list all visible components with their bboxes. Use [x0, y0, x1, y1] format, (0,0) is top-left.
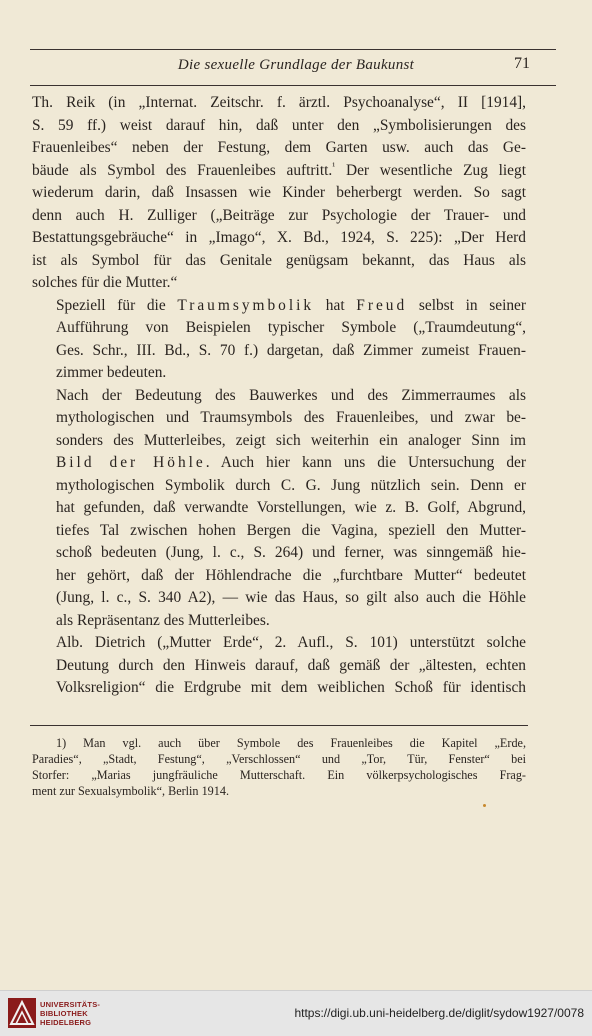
library-name-line: BIBLIOTHEK — [40, 1009, 88, 1018]
text-line: Bestattungsgebräuche“ in „Imago“, X. Bd., 1924, S. 225): „Der Herd — [32, 229, 526, 246]
text-line: Th. Reik (in „Internat. Zeitschr. f. ärztl. Psychoanalyse“, II [1914], — [32, 94, 526, 111]
text-line: wiederum darin, daß Insassen wie Kinder beherbergt werden. So sagt — [32, 184, 526, 201]
paragraph-2 — [32, 295, 526, 385]
paragraph-4 — [32, 632, 526, 700]
text-line: zimmer bedeuten. — [56, 364, 167, 381]
text-line: als Repräsentanz des Mutterleibes. — [56, 611, 270, 629]
permalink-url[interactable]: https://digi.ub.uni-heidelberg.de/diglit/sydow1927/0078 — [294, 1006, 584, 1020]
library-name-line: UNIVERSITÄTS- — [40, 1000, 101, 1009]
footnote-marker: ¹ — [332, 160, 336, 172]
paragraph-3 — [32, 385, 526, 633]
header-rule-bottom — [30, 85, 556, 86]
text-segment: bäude als Symbol des Frauenleibes auftritt. — [32, 161, 333, 179]
text-line: S. 59 ff.) weist darauf hin, daß unter den „Symbolisierungen des — [32, 116, 526, 134]
footnote-line: 1) Man vgl. auch über Symbole des Frauenleibes die Kapitel „Erde, — [56, 736, 526, 750]
text-segment: Speziell für die — [56, 296, 178, 314]
text-line: Frauenleibes“ neben der Festung, dem Garten usw. auch das Ge- — [32, 139, 526, 156]
footnote-line: Paradies“, „Stadt, Festung“, „Verschlossen“ und „Tor, Tür, Fenster“ bei — [32, 752, 526, 766]
spaced-term: Bild der Höhle — [56, 454, 206, 471]
text-line: ist als Symbol für das Genitale genügsam bekannt, das Haus als — [32, 251, 526, 269]
text-line — [32, 160, 526, 183]
text-line: Volksreligion“ die Erdgrube mit dem weiblichen Schoß für identisch — [56, 679, 526, 696]
spaced-term: Freud — [356, 296, 408, 314]
text-line — [32, 452, 526, 475]
text-line: sonders des Mutterleibes, zeigt sich weiterhin ein analoger Sinn im — [56, 431, 526, 449]
spaced-term: Traumsymbolik — [177, 296, 315, 314]
text-line: Deutung durch den Hinweis darauf, daß gemäß der „ältesten, echten — [56, 656, 526, 674]
page-number: 71 — [514, 55, 530, 72]
text-line: Ges. Schr., III. Bd., S. 70 f.) dargetan, daß Zimmer zumeist Frauen- — [56, 341, 526, 359]
footnote — [32, 735, 526, 799]
paragraph-1 — [32, 92, 526, 295]
header-rule-top — [30, 49, 556, 50]
running-title: Die sexuelle Grundlage der Baukunst — [177, 57, 415, 73]
footnote-line: Storfer: „Marias jungfräuliche Mutterschaft. Ein völkerpsychologisches Frag- — [32, 768, 526, 782]
library-name-line: HEIDELBERG — [40, 1018, 92, 1027]
text-segment: Der wesentliche Zug liegt — [335, 161, 526, 179]
text-line: Nach der Bedeutung des Bauwerkes und des Zimmerraumes als — [56, 386, 526, 404]
text-line: Aufführung von Beispielen typischer Symbole („Traumdeutung“, — [56, 319, 526, 336]
text-line: her gehört, daß der Höhlendrache die „furchtbare Mutter“ bedeutet — [56, 566, 526, 584]
text-line: tiefes Tal zwischen hohen Bergen die Vagina, speziell den Mutter- — [56, 521, 526, 539]
text-segment: selbst in seiner — [407, 296, 526, 314]
footnote-rule — [30, 725, 528, 726]
text-segment: hat — [314, 296, 357, 314]
text-line: schoß bedeuten (Jung, l. c., S. 264) und ferner, was sinngemäß hie- — [56, 544, 526, 561]
text-line: mythologischen und Traumsymbols des Frauenleibes, und zwar be- — [56, 409, 526, 426]
text-line: Alb. Dietrich („Mutter Erde“, 2. Aufl., S. 101) unterstützt solche — [56, 634, 526, 651]
text-line: solches für die Mutter.“ — [32, 274, 178, 291]
text-line: denn auch H. Zulliger („Beiträge zur Psychologie der Trauer- und — [32, 206, 526, 224]
text-segment: . Auch hier kann uns die Untersuchung der — [205, 454, 526, 471]
text-line: (Jung, l. c., S. 340 A2), — wie das Haus, so gilt also auch die Höhle — [56, 589, 526, 606]
ub-heidelberg-logo-icon[interactable] — [8, 998, 36, 1028]
body-text — [32, 92, 526, 700]
footer-bar — [0, 990, 592, 1036]
text-line: hat gefunden, daß verwandte Vorstellungen, wie z. B. Golf, Abgrund, — [56, 499, 526, 516]
text-line: mythologischen Symbolik durch C. G. Jung nützlich sein. Denn er — [56, 476, 526, 494]
library-name — [40, 1000, 100, 1027]
text-line — [32, 295, 526, 318]
paper-speck — [483, 804, 486, 807]
footnote-line: ment zur Sexualsymbolik“, Berlin 1914. — [32, 784, 229, 798]
